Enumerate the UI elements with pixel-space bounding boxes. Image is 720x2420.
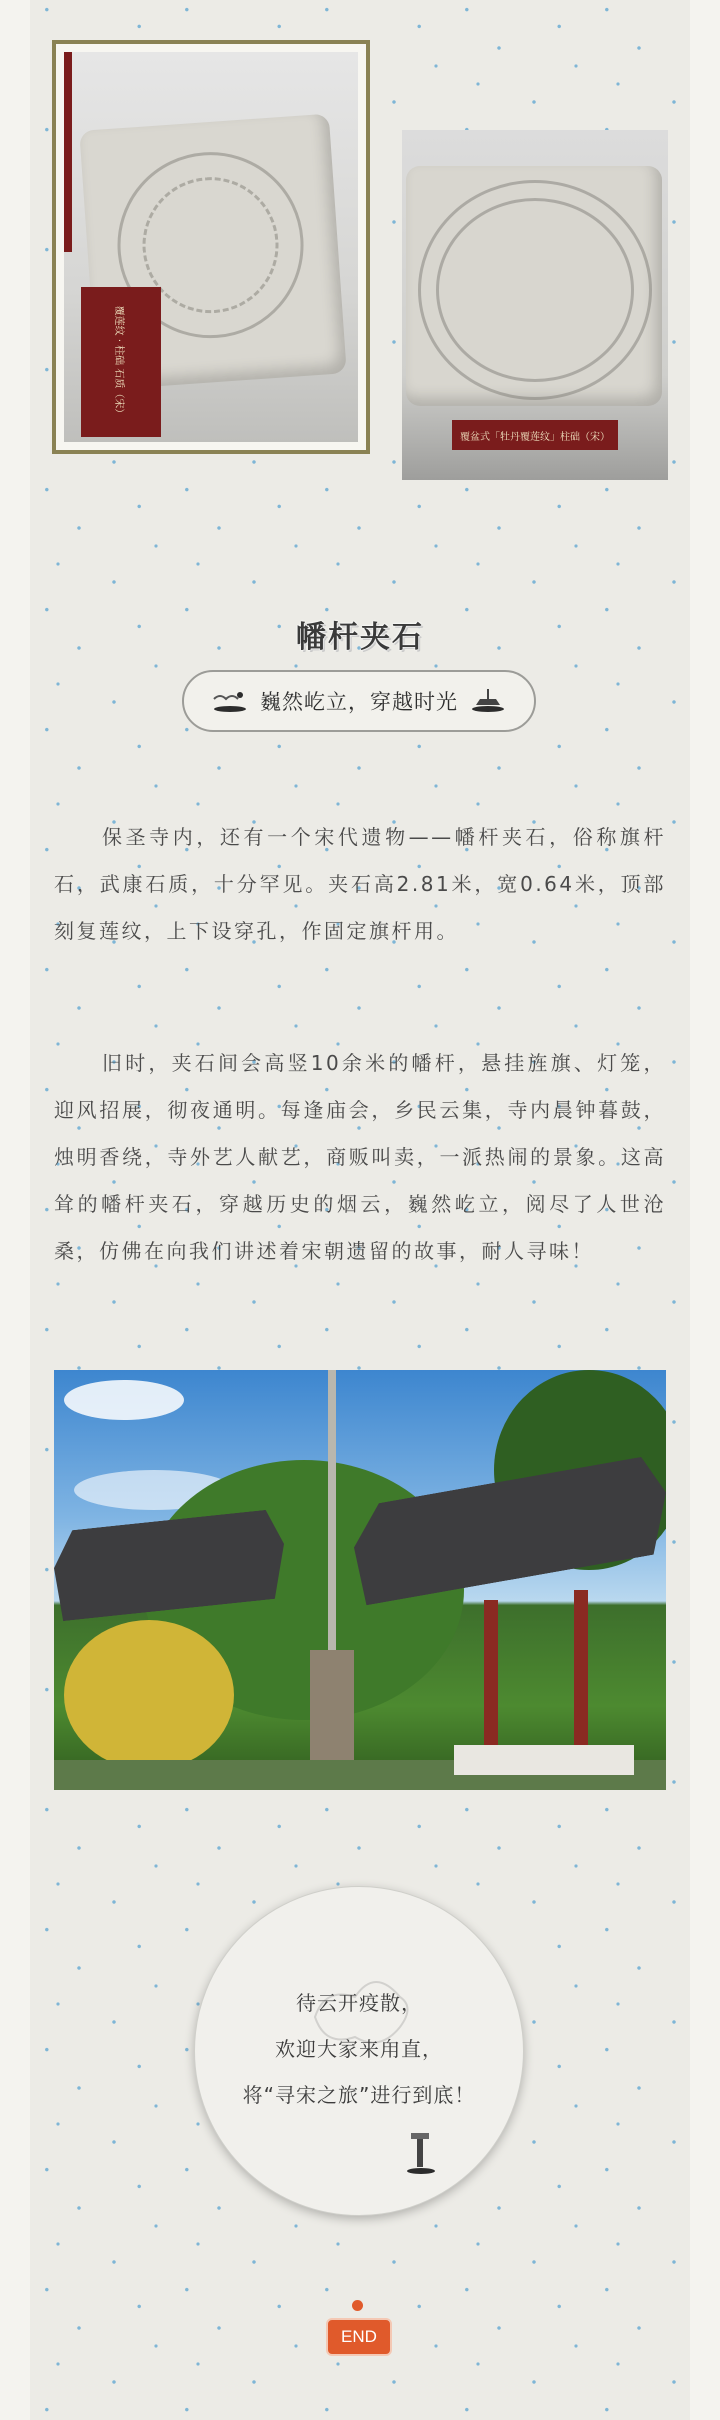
subtitle-pill bbox=[182, 670, 536, 732]
paragraph-history: 旧时，夹石间会高竖10余米的幡杆，悬挂旌旗、灯笼，迎风招展，彻夜通明。每逢庙会，乡民云集，寺内晨钟暮鼓，烛明香绕，寺外艺人献艺，商贩叫卖，一派热闹的景象。这高耸的幡杆夹石，穿越历史的烟云，巍然屹立，阅尽了人世沧桑，仿佛在向我们讲述着宋朝遗留的故事，耐人寻味！ bbox=[54, 1051, 666, 1263]
end-badge: END bbox=[326, 2318, 392, 2356]
paragraph-intro: 保圣寺内，还有一个宋代遗物——幡杆夹石，俗称旗杆石，武康石质，十分罕见。夹石高2.81米，宽0.64米，顶部刻复莲纹，上下设穿孔，作固定旗杆用。 bbox=[54, 825, 666, 943]
section-subtitle: 巍然屹立，穿越时光 bbox=[260, 690, 458, 714]
end-dot bbox=[352, 2300, 363, 2311]
flagpole-clamp-stone bbox=[310, 1650, 354, 1760]
round-stone-block bbox=[406, 166, 662, 406]
ink-boat-icon bbox=[468, 687, 508, 715]
closing-circle bbox=[194, 1886, 524, 2216]
closing-line-3: 将“寻宋之旅”进行到底！ bbox=[242, 2083, 476, 2107]
round-stone-plaque: 覆盆式「牡丹覆莲纹」柱础（宋） bbox=[452, 420, 618, 450]
ink-figure-icon bbox=[401, 2127, 441, 2177]
lotus-stone-plaque: 覆莲纹 · 柱础 石质（宋） bbox=[81, 287, 161, 437]
ink-landscape-icon bbox=[210, 687, 250, 715]
closing-line-2: 欢迎大家来甪直， bbox=[275, 2037, 443, 2061]
photo-frame-lotus-stone bbox=[52, 40, 370, 454]
photo-temple-courtyard bbox=[54, 1370, 666, 1790]
article-page bbox=[30, 0, 690, 2420]
section-title: 幡杆夹石 bbox=[296, 620, 424, 655]
photo-round-stone bbox=[402, 130, 668, 480]
closing-line-1: 待云开疫散， bbox=[296, 1991, 422, 2015]
photo-lotus-stone bbox=[64, 52, 358, 442]
